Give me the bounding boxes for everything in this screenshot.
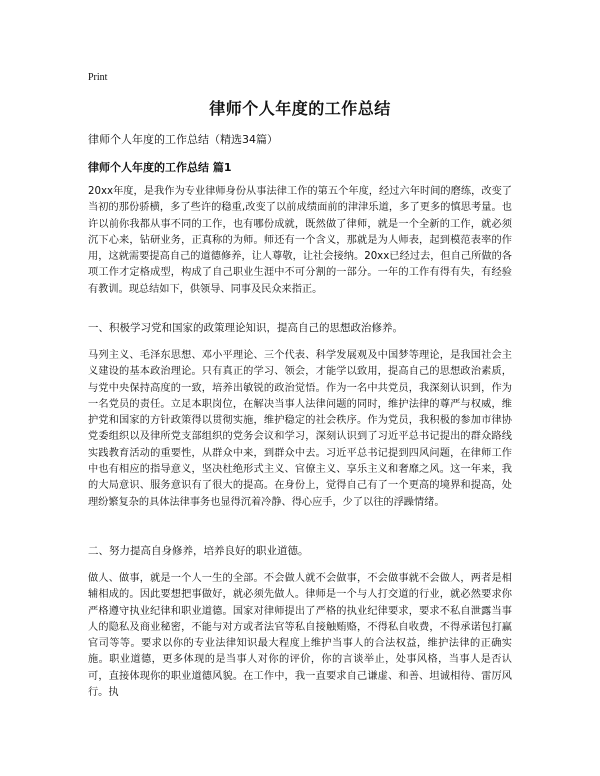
page-title: 律师个人年度的工作总结 [209, 99, 391, 118]
paragraph-ethics: 做人、做事，就是一个人一生的全部。不会做人就不会做事，不会做事就不会做人，两者是相辅相成的。因此要想把事做好，就必须先做人。律师是一个与人打交道的行业，就必然要求你严格遵守执业纪律和职业道德。国家对律师提出了严格的执业纪律要求，要求不私自泄露当事人的隐私及商业秘密，不能与对方或者法官等私自接触贿赂，不得私自收费，不得承诺包打赢官司等等。要求以你的专业法律知识最大程度上维护当事人的合法权益，维护法律的正确实施。职业道德，更多体现的是当事人对你的评价，你的言谈举止，处事风格，当事人是否认可，直接体现你的职业道德风貌。在工作中，我一直要求自己谦虚、和善、坦诚相待、雷厉风行。执 [88, 573, 512, 699]
print-link[interactable]: Print [88, 72, 108, 83]
heading-ethics: 二、努力提高自身修养，培养良好的职业道德。 [88, 545, 309, 557]
document-subtitle: 律师个人年度的工作总结（精选34篇） [88, 133, 278, 146]
heading-politics: 一、积极学习党和国家的政策理论知识，提高自己的思想政治修养。 [88, 322, 403, 334]
section-title: 律师个人年度的工作总结 篇1 [88, 161, 232, 174]
paragraph-intro: 20xx年度，是我作为专业律师身份从事法律工作的第五个年度，经过六年时间的磨练，改变了当初的那份骄横，多了些许的稳重,改变了以前成绩面前的津津乐道，多了更多的慎思考量。也许以前你我都从事不同的工作，也有哪份成就，既然做了律师，就是一个全新的工作，就必须沉下心来，钻研业务，正真称的为师。师还有一个含义，那就是为人师表，起到模范表率的作用，这就需要提高自己的道德修养，让人尊敬，让社会接纳。20xx已经过去，但自己所做的各项工作才定格成型，构成了自己职业生涯中不可分割的一部分。一年的工作有得有失，有经验有教训。现总结如下，供领导、同事及民众来指正。 [88, 186, 512, 295]
paragraph-politics: 马列主义、毛泽东思想、邓小平理论、三个代表、科学发展观及中国梦等理论，是我国社会主义建设的基本政治理论。只有真正的学习、领会，才能学以致用，提高自己的思想政治素质，与党中央保持高度的一致，培养出敏锐的政治觉悟。作为一名中共党员，我深刻认识到，作为一名党员的责任。立足本职岗位，在解决当事人法律问题的同时，维护法律的尊严与权威，维护党和国家的方针政策得以贯彻实施，维护稳定的社会秩序。作为党员，我积极的参加市律协党委组织以及律所党支部组织的党务会议和学习，深刻认识到了习近平总书记提出的群众路线实践教育活动的重要性，从群众中来，到群众中去。习近平总书记提到四风问题，在律师工作中也有相应的指导意义，坚决杜绝形式主义、官僚主义、享乐主义和奢靡之风。这一年来，我的大局意识、服务意识有了很大的提高。在身份上，觉得自己有了一个更高的境界和提高，处理纷繁复杂的具体法律事务也显得沉着冷静、得心应手，少了以往的浮躁情绪。 [88, 350, 512, 508]
